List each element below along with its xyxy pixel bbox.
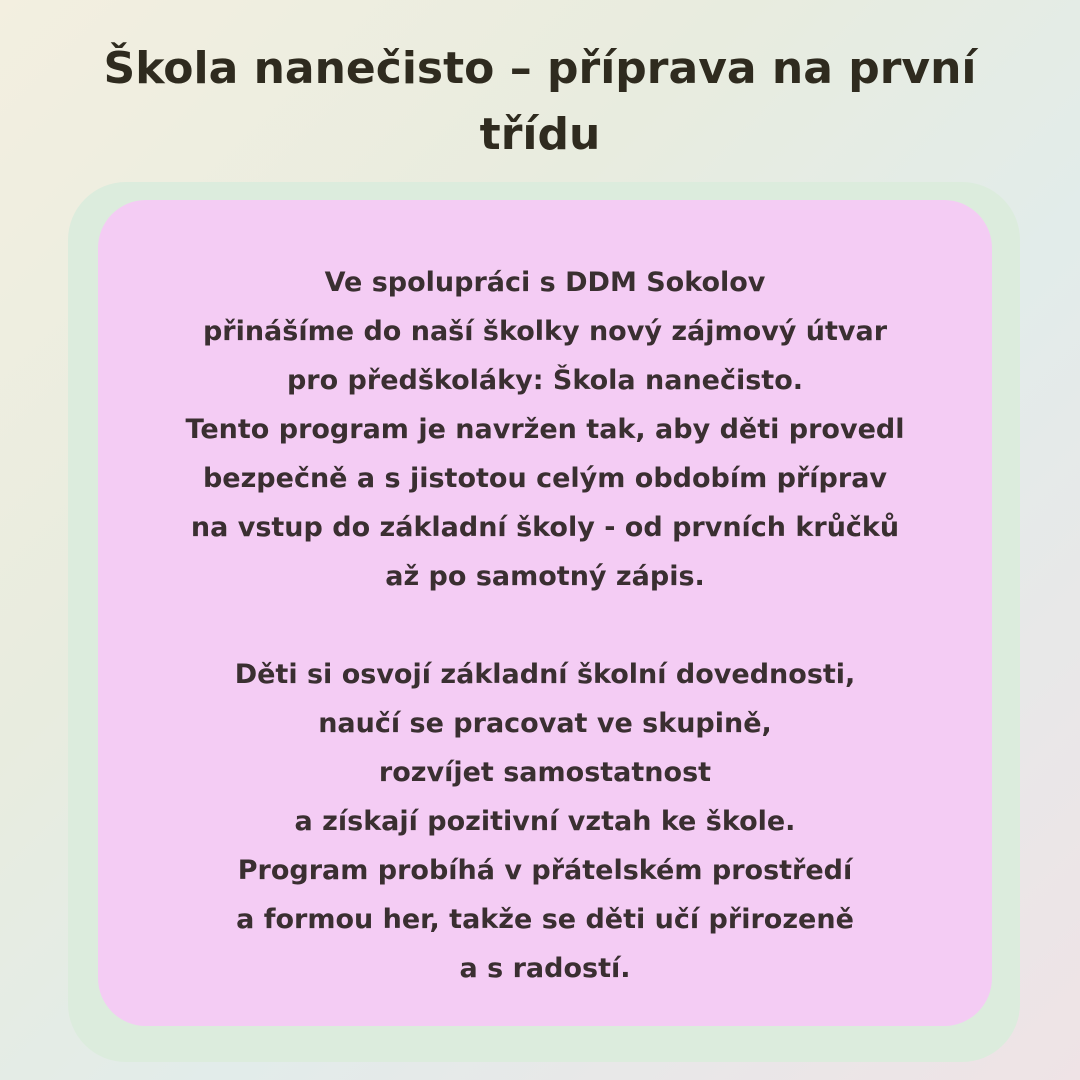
card-body-text: [120, 258, 970, 993]
text-line: přinášíme do naší školky nový zájmový útvar: [202, 316, 888, 347]
text-line: Program probíhá v přátelském prostředí: [237, 855, 853, 886]
text-line: a formou her, takže se děti učí přirozeně: [236, 904, 854, 935]
text-line: až po samotný zápis.: [385, 561, 705, 592]
paragraph-skills: [120, 650, 970, 993]
text-line: a získají pozitivní vztah ke škole.: [294, 806, 796, 837]
paragraph-spacer: [120, 601, 970, 650]
text-line: rozvíjet samostatnost: [378, 757, 712, 788]
text-line: a s radostí.: [459, 953, 631, 984]
text-line: Tento program je navržen tak, aby děti provedl: [185, 414, 905, 445]
paragraph-collaboration: [120, 258, 970, 601]
text-line: Děti si osvojí základní školní dovednosti,: [234, 659, 856, 690]
title-line-1: Škola nanečisto – příprava na první třídu: [103, 43, 977, 160]
text-line: na vstup do základní školy - od prvních krůčků: [190, 512, 900, 543]
text-line: bezpečně a s jistotou celým obdobím příprav: [202, 463, 888, 494]
text-line: naučí se pracovat ve skupině,: [318, 708, 772, 739]
text-line: pro předškoláky: Škola nanečisto.: [286, 365, 804, 396]
text-line: Ve spolupráci s DDM Sokolov: [324, 267, 766, 298]
